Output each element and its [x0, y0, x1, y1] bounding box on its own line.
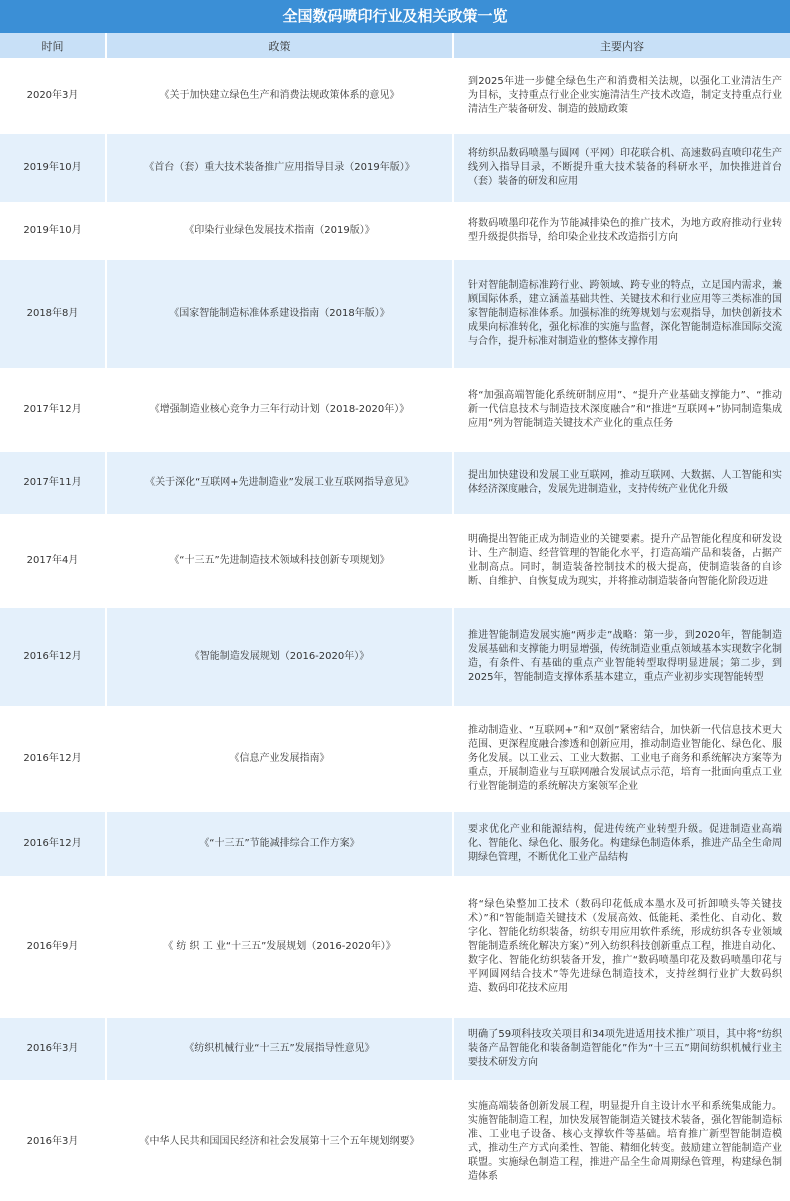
row-policy: 《信息产业发展指南》 [106, 707, 453, 811]
row-content: 将数码喷墨印花作为节能减排染色的推广技术，为地方政府推动行业转型升级提供指导，给印染企业技术改造指引方向 [453, 203, 790, 259]
table-row [0, 707, 790, 811]
row-content: 针对智能制造标准跨行业、跨领域、跨专业的特点，立足国内需求，兼顾国际体系，建立涵盖基础共性、关键技术和行业应用等三类标准的国家智能制造标准体系。加强标准的统筹规划与宏观指导，加快创新技术成果向标准转化，强化标准的实施与监督，深化智能制造标准国际交流与合作，提升标准对制造业的整体支撑作用 [453, 259, 790, 369]
row-time: 2016年9月 [0, 877, 106, 1017]
row-content: 要求优化产业和能源结构，促进传统产业转型升级。促进制造业高端化、智能化、绿色化、服务化。构建绿色制造体系，推进产品全生命周期绿色管理，不断优化工业产品结构 [453, 811, 790, 877]
header-content: 主要内容 [453, 33, 790, 59]
table-row [0, 1017, 790, 1081]
row-content: 明确了59项科技攻关项目和34项先进适用技术推广项目，其中将“纺织装备产品智能化和装备制造智能化”作为“十三五”期间纺织机械行业主要技术研发方向 [453, 1017, 790, 1081]
row-content: 推进智能制造发展实施“两步走”战略：第一步，到2020年，智能制造发展基础和支撑能力明显增强，传统制造业重点领域基本实现数字化制造，有条件、有基础的重点产业智能转型取得明显进展；第二步，到2025年，智能制造支撑体系基本建立，重点产业初步实现智能转型 [453, 607, 790, 707]
row-content: 将纺织品数码喷墨与圆网（平网）印花联合机、高速数码直喷印花生产线列入指导目录，不断提升重大技术装备的科研水平，加快推进首台（套）装备的研发和应用 [453, 133, 790, 203]
row-policy: 《关于加快建立绿色生产和消费法规政策体系的意见》 [106, 59, 453, 133]
table-title: 全国数码喷印行业及相关政策一览 [0, 0, 790, 33]
row-policy: 《首台（套）重大技术装备推广应用指导目录（2019年版）》 [106, 133, 453, 203]
row-policy: 《中华人民共和国国民经济和社会发展第十三个五年规划纲要》 [106, 1081, 453, 1201]
row-content: 实施高端装备创新发展工程，明显提升自主设计水平和系统集成能力。实施智能制造工程，加快发展智能制造关键技术装备，强化智能制造标准、工业电子设备、核心支撑软件等基础。培育推广新型智能制造模式，推动生产方式向柔性、智能、精细化转变。鼓励建立智能制造产业联盟。实施绿色制造工程，推进产品全生命周期绿色管理，构建绿色制造体系 [453, 1081, 790, 1201]
row-policy: 《印染行业绿色发展技术指南（2019版）》 [106, 203, 453, 259]
row-time: 2016年12月 [0, 707, 106, 811]
row-time: 2019年10月 [0, 133, 106, 203]
row-time: 2016年3月 [0, 1081, 106, 1201]
row-time: 2016年12月 [0, 607, 106, 707]
row-policy: 《智能制造发展规划（2016-2020年）》 [106, 607, 453, 707]
row-policy: 《关于深化“互联网+先进制造业”发展工业互联网指导意见》 [106, 451, 453, 515]
table-header-row [0, 33, 790, 59]
row-content: 将“加强高端智能化系统研制应用”、“提升产业基础支撑能力”、“推动新一代信息技术与制造技术深度融合”和“推进“互联网+”协同制造集成应用”列为智能制造关键技术产业化的重点任务 [453, 369, 790, 451]
table-row [0, 515, 790, 607]
row-content: 提出加快建设和发展工业互联网，推动互联网、大数据、人工智能和实体经济深度融合，发展先进制造业，支持传统产业优化升级 [453, 451, 790, 515]
table-row [0, 259, 790, 369]
row-time: 2017年12月 [0, 369, 106, 451]
row-content: 明确提出智能正成为制造业的关键要素。提升产品智能化程度和研发设计、生产制造、经营管理的智能化水平，打造高端产品和装备，占据产业制高点。同时，制造装备控制技术的极大提高，使制造装备的自诊断、自维护、自恢复成为现实，并将推动制造装备向智能化阶段迈进 [453, 515, 790, 607]
row-time: 2018年8月 [0, 259, 106, 369]
table-row [0, 203, 790, 259]
table-row [0, 1081, 790, 1201]
table-row [0, 811, 790, 877]
row-policy: 《“十三五”先进制造技术领域科技创新专项规划》 [106, 515, 453, 607]
row-time: 2020年3月 [0, 59, 106, 133]
row-policy: 《国家智能制造标准体系建设指南（2018年版）》 [106, 259, 453, 369]
table-row [0, 59, 790, 133]
row-content: 推动制造业、“互联网+”和“双创”紧密结合，加快新一代信息技术更大范围、更深程度融合渗透和创新应用，推动制造业智能化、绿色化、服务化发展。以工业云、工业大数据、工业电子商务和系统解决方案等为重点，开展制造业与互联网融合发展试点示范，培育一批面向重点工业行业智能制造的系统解决方案领军企业 [453, 707, 790, 811]
header-policy: 政策 [106, 33, 453, 59]
row-policy: 《增强制造业核心竞争力三年行动计划（2018-2020年）》 [106, 369, 453, 451]
row-time: 2017年11月 [0, 451, 106, 515]
policy-table [0, 33, 790, 1201]
row-time: 2016年12月 [0, 811, 106, 877]
row-policy: 《纺织机械行业“十三五”发展指导性意见》 [106, 1017, 453, 1081]
table-row [0, 877, 790, 1017]
row-time: 2019年10月 [0, 203, 106, 259]
table-row [0, 133, 790, 203]
row-time: 2016年3月 [0, 1017, 106, 1081]
row-content: 到2025年进一步健全绿色生产和消费相关法规，以强化工业清洁生产为目标，支持重点行业企业实施清洁生产技术改造，制定支持重点行业清洁生产装备研发、制造的鼓励政策 [453, 59, 790, 133]
row-policy: 《 纺 织 工 业“十三五”发展规划（2016-2020年）》 [106, 877, 453, 1017]
table-row [0, 369, 790, 451]
header-time: 时间 [0, 33, 106, 59]
table-row [0, 451, 790, 515]
row-policy: 《“十三五”节能减排综合工作方案》 [106, 811, 453, 877]
table-row [0, 607, 790, 707]
row-time: 2017年4月 [0, 515, 106, 607]
row-content: 将“绿色染整加工技术（数码印花低成本墨水及可折卸喷头等关键技术）”和“智能制造关键技术（发展高效、低能耗、柔性化、自动化、数字化、智能化纺织装备，纺织专用应用软件系统，形成纺织各专业领域智能制造系统化解决方案）”列入纺织科技创新重点工程，推进自动化、数字化、智能化纺织装备开发，推广“数码喷墨印花及数码喷墨印花与平网圆网结合技术”等先进绿色制造技术，支持丝绸行业扩大数码织造、数码印花技术应用 [453, 877, 790, 1017]
